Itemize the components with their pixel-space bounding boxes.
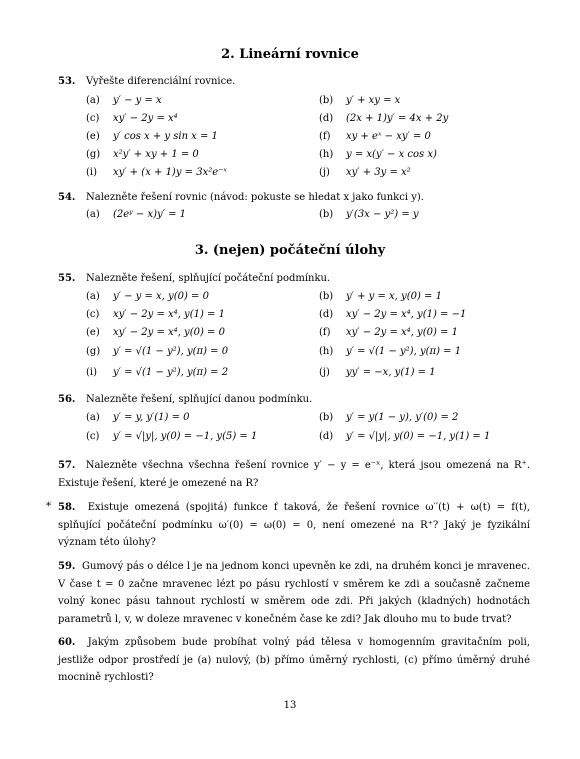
equation: y′ + xy = x [346,95,401,106]
item-label: (e) [86,327,100,338]
equation-row [86,167,536,181]
item-label: (g) [86,149,101,160]
equation: x²y′ + xy + 1 = 0 [113,149,199,160]
item-label: (d) [319,113,334,124]
equation-row [86,346,536,360]
item-label: (b) [319,412,334,423]
equation: xy′ − 2y = x⁴, y(1) = 1 [113,309,225,320]
problem-number: 57. [58,460,76,471]
equation: yy′ = −x, y(1) = 1 [346,367,436,378]
problem-54 [58,192,530,205]
problem-55 [58,273,530,286]
item-label: (b) [319,209,334,220]
equation-row [86,291,536,305]
equation: y′ = √|y|, y(0) = −1, y(1) = 1 [346,431,491,442]
equation: y′ = √|y|, y(0) = −1, y(5) = 1 [113,431,258,442]
problem-number: 53. [58,76,76,87]
item-label: (c) [86,309,100,320]
problem-number: 55. [58,273,76,284]
equation: xy′ − 2y = x⁴, y(0) = 0 [113,327,225,338]
item-label: (d) [319,309,334,320]
equation: y′ = √(1 − y²), y(π) = 1 [346,346,462,357]
equation: xy + eˣ − xy′ = 0 [346,131,431,142]
item-label: (h) [319,149,334,160]
equation: xy′ + 3y = x² [346,167,411,178]
equation-row [86,113,536,127]
equation: y′ − y = x [113,95,162,106]
problem-text: Nalezněte všechna všechna řešení rovnice y′ − y = e⁻ˣ, která jsou omezená na R⁺. Existuje řešení, které je omezené na R? [58,460,531,489]
equation: y′(3x − y²) = y [346,209,419,220]
equation-row [86,367,536,381]
equation-row [86,412,536,426]
problem-text: Nalezněte řešení, splňující danou podmínku. [86,394,313,405]
item-label: (a) [86,412,100,423]
problem-53 [58,76,530,89]
equation-row [86,327,536,341]
equation-row [86,131,536,145]
equation: y′ + y = x, y(0) = 1 [346,291,442,302]
problem-number: 60. [58,637,76,648]
problem-text: Jakým způsobem bude probíhat volný pád tělesa v homogenním gravitačním poli, jestliže odpor prostředí je (a) nulový, (b) přímo úměrný rychlosti, (c) přímo úměrný druhé mocnině rychlosti? [58,637,531,683]
problem-58 [58,499,530,552]
problem-56 [58,394,530,407]
equation: xy′ − 2y = x⁴, y(1) = −1 [346,309,467,320]
equation: y′ cos x + y sin x = 1 [113,131,218,142]
item-label: (e) [86,131,100,142]
problem-60 [58,634,530,687]
item-label: (b) [319,291,334,302]
problem-number: 56. [58,394,76,405]
item-label: (h) [319,346,334,357]
problem-text: Gumový pás o délce l je na jednom konci upevněn ke zdi, na druhém konci je mravenec. V čase t = 0 začne mravenec lézt po pásu rychlostí v směrem ke zdi a současně začneme volný konec pásu tahnout rychlostí w směrem ode zdi. Při jakých (kladných) hodnotách parametrů l, v, w doleze mravenec v konečném čase ke zdi? Jak dlouho mu to bude trvat? [58,561,531,625]
problem-57 [58,457,530,492]
item-label: (a) [86,291,100,302]
item-label: (d) [319,431,334,442]
equation: y′ = √(1 − y²), y(π) = 0 [113,346,229,357]
item-label: (a) [86,209,100,220]
equation: y = x(y′ − x cos x) [346,149,437,160]
equation-row [86,309,536,323]
item-label: (b) [319,95,334,106]
equation-row [86,431,536,445]
item-label: (i) [86,167,98,178]
section-title-linear: 2. Lineární rovnice [221,47,359,62]
section-title-initial-value: 3. (nejen) počáteční úlohy [194,243,386,258]
star-marker: * [46,501,51,512]
item-label: (j) [319,167,330,178]
item-label: (i) [86,367,98,378]
problem-text: Nalezněte řešení rovnic (návod: pokuste se hledat x jako funkci y). [86,192,424,203]
problem-text: Existuje omezená (spojitá) funkce f taková, že řešení rovnice ω′′(t) + ω(t) = f(t), splňující počáteční podmínku ω′(0) = ω(0) = 0, není omezené na R⁺? Jaký je fyzikální význam této úlohy? [58,502,531,548]
equation: xy′ + (x + 1)y = 3x²e⁻ˣ [113,167,227,178]
equation: (2x + 1)y′ = 4x + 2y [346,113,449,124]
item-label: (f) [319,327,331,338]
item-label: (c) [86,431,100,442]
equation: y′ = √(1 − y²), y(π) = 2 [113,367,229,378]
problem-number: 58. [58,502,76,513]
item-label: (j) [319,367,330,378]
item-label: (a) [86,95,100,106]
problem-text: Vyřešte diferenciální rovnice. [86,76,236,87]
page-number: 13 [283,700,297,711]
equation-row [86,209,536,223]
equation: xy′ − 2y = x⁴, y(0) = 1 [346,327,458,338]
problem-number: 59. [58,561,76,572]
problem-59 [58,558,530,628]
equation: (2eʸ − x)y′ = 1 [113,209,187,220]
problem-number: 54. [58,192,76,203]
item-label: (f) [319,131,331,142]
equation: y′ − y = x, y(0) = 0 [113,291,209,302]
equation: y′ = y, y′(1) = 0 [113,412,190,423]
problem-text: Nalezněte řešení, splňující počáteční podmínku. [86,273,331,284]
equation-row [86,149,536,163]
equation: xy′ − 2y = x⁴ [113,113,178,124]
item-label: (c) [86,113,100,124]
equation: y′ = y(1 − y), y′(0) = 2 [346,412,459,423]
item-label: (g) [86,346,101,357]
equation-row [86,95,536,109]
